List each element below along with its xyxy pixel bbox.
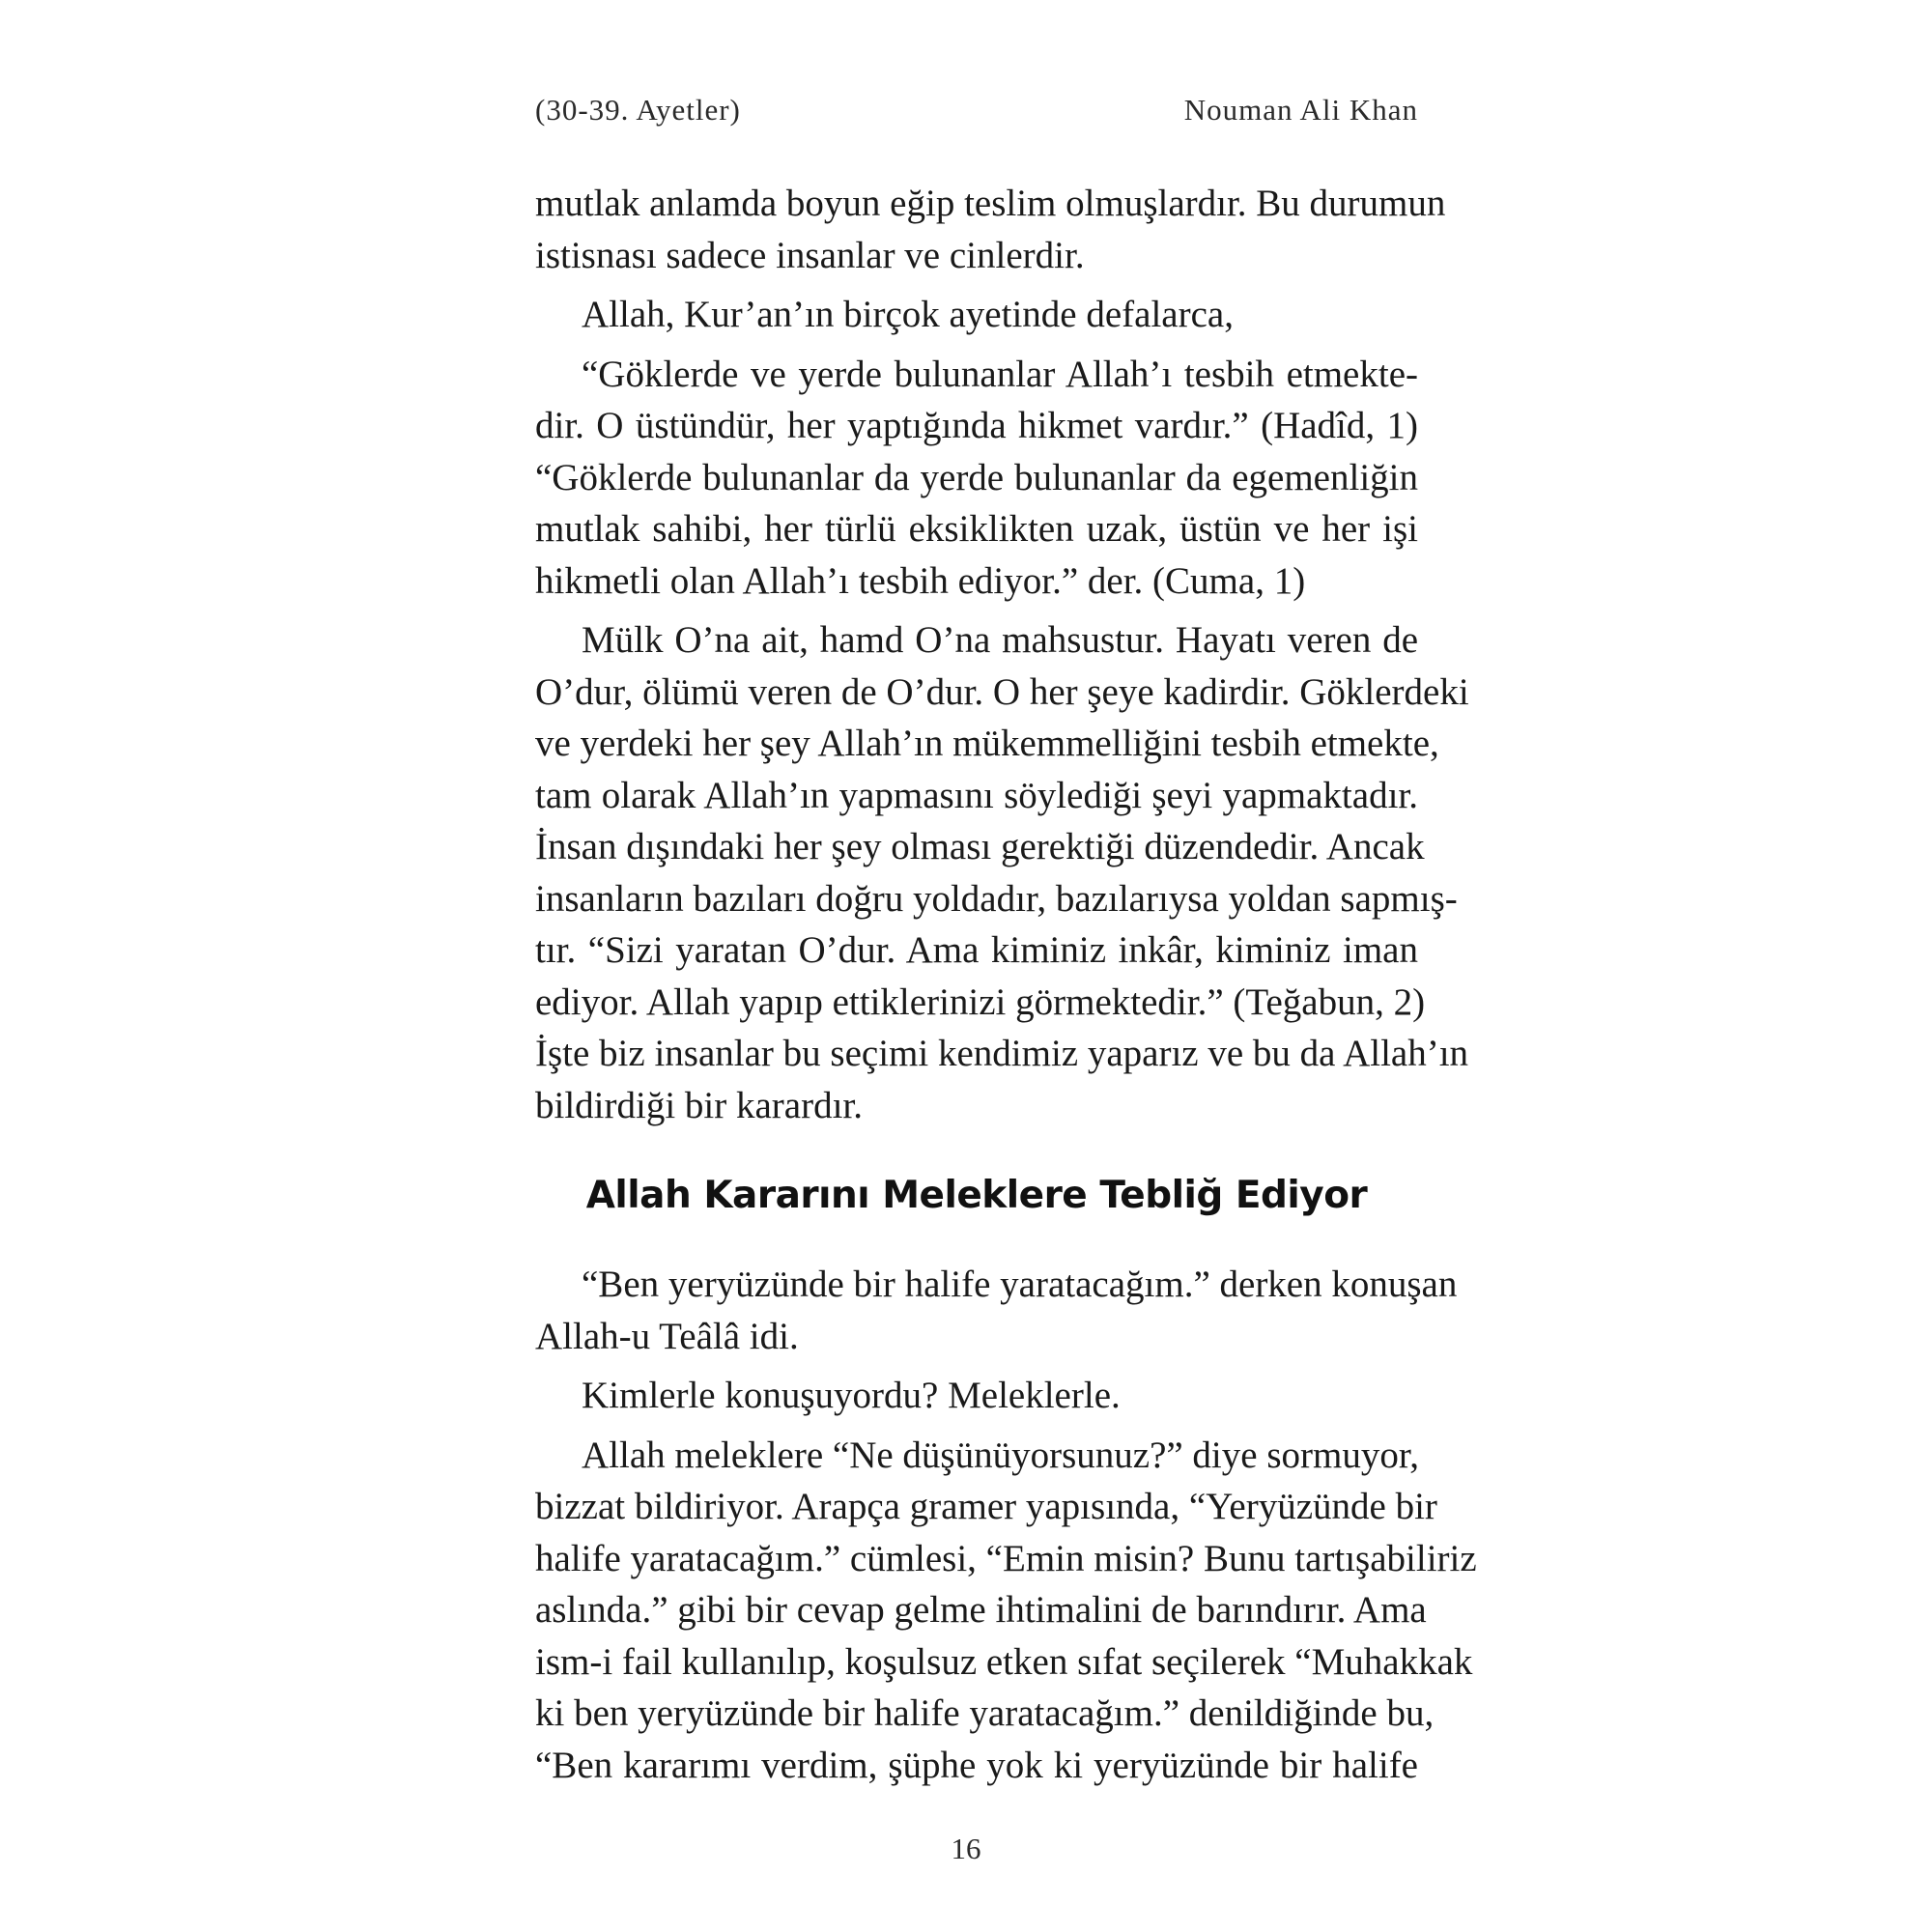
text-line: mutlak anlamda boyun eğip teslim olmuşlardır. Bu durumun [535,183,1446,224]
text-line: tam olarak Allah’ın yapmasını söylediği şeyi yapmaktadır. [535,774,1418,816]
page-number: 16 [951,1832,981,1865]
text-line: bizzat bildiriyor. Arapça gramer yapısında, “Yeryüzünde bir [535,1486,1437,1527]
text-line: dir. O üstündür, her yaptığında hikmet vardır.” (Hadîd, 1) [535,405,1418,446]
text-line: ediyor. Allah yapıp ettiklerinizi görmektedir.” (Teğabun, 2) [535,980,1426,1023]
text-line: Mülk O’na ait, hamd O’na mahsustur. Hayatı veren de [582,619,1418,661]
paragraph-2 [535,289,1418,341]
running-head [535,93,1418,128]
text-line: İnsan dışındaki her şey olması gerektiği düzendedir. Ancak [535,826,1425,867]
text-line: ve yerdeki her şey Allah’ın mükemmelliğini tesbih etmekte, [535,723,1439,764]
text-line: aslında.” gibi bir cevap gelme ihtimalini de barındırır. Ama [535,1589,1427,1631]
text-line: “Göklerde bulunanlar da yerde bulunanlar da egemenliğin [535,456,1418,498]
text-line: “Ben kararımı verdim, şüphe yok ki yeryüzünde bir halife [535,1744,1418,1786]
text-line: “Ben yeryüzünde bir halife yaratacağım.” derken konuşan [582,1264,1458,1305]
text-line: Allah, Kur’an’ın birçok ayetinde defalarca, [582,294,1234,335]
text-line: O’dur, ölümü veren de O’dur. O her şeye kadirdir. Göklerdeki [535,670,1469,713]
section-heading: Allah Kararını Meleklere Tebliğ Ediyor [585,1173,1368,1217]
text-line: tır. “Sizi yaratan O’dur. Ama kiminiz inkâr, kiminiz iman [535,929,1418,971]
author-header: Nouman Ali Khan [1183,93,1418,127]
paragraph-3-quote [535,349,1418,608]
paragraph-6 [535,1370,1418,1422]
text-line: bildirdiği bir karardır. [535,1084,864,1126]
paragraph-4 [535,614,1469,1131]
paragraph-1 [535,178,1446,281]
text-line: Kimlerle konuşuyordu? Meleklerle. [582,1375,1121,1416]
text-line: istisnası sadece insanlar ve cinlerdir. [535,234,1085,276]
text-line: ism-i fail kullanılıp, koşulsuz etken sıfat seçilerek “Muhakkak [535,1640,1473,1683]
text-line: ki ben yeryüzünde bir halife yaratacağım.” denildiğinde bu, [535,1692,1435,1734]
paragraph-5 [535,1259,1458,1362]
body-text [535,178,1477,1791]
chapter-range-header: (30-39. Ayetler) [535,93,741,127]
text-line: halife yaratacağım.” cümlesi, “Emin misin? Bunu tartışabiliriz [535,1537,1477,1579]
text-line: İşte biz insanlar bu seçimi kendimiz yaparız ve bu da Allah’ın [535,1033,1469,1074]
section-heading-block [535,1131,1418,1259]
paragraph-7 [535,1430,1477,1792]
text-line: insanların bazıları doğru yoldadır, bazılarıysa yoldan sapmış- [535,877,1458,920]
text-line: mutlak sahibi, her türlü eksiklikten uzak, üstün ve her işi [535,508,1418,550]
text-line: Allah meleklere “Ne düşünüyorsunuz?” diye sormuyor, [582,1434,1420,1476]
text-line: hikmetli olan Allah’ı tesbih ediyor.” der. (Cuma, 1) [535,559,1306,602]
text-line: “Göklerde ve yerde bulunanlar Allah’ı tesbih etmekte- [582,353,1418,395]
text-line: Allah-u Teâlâ idi. [535,1315,799,1357]
